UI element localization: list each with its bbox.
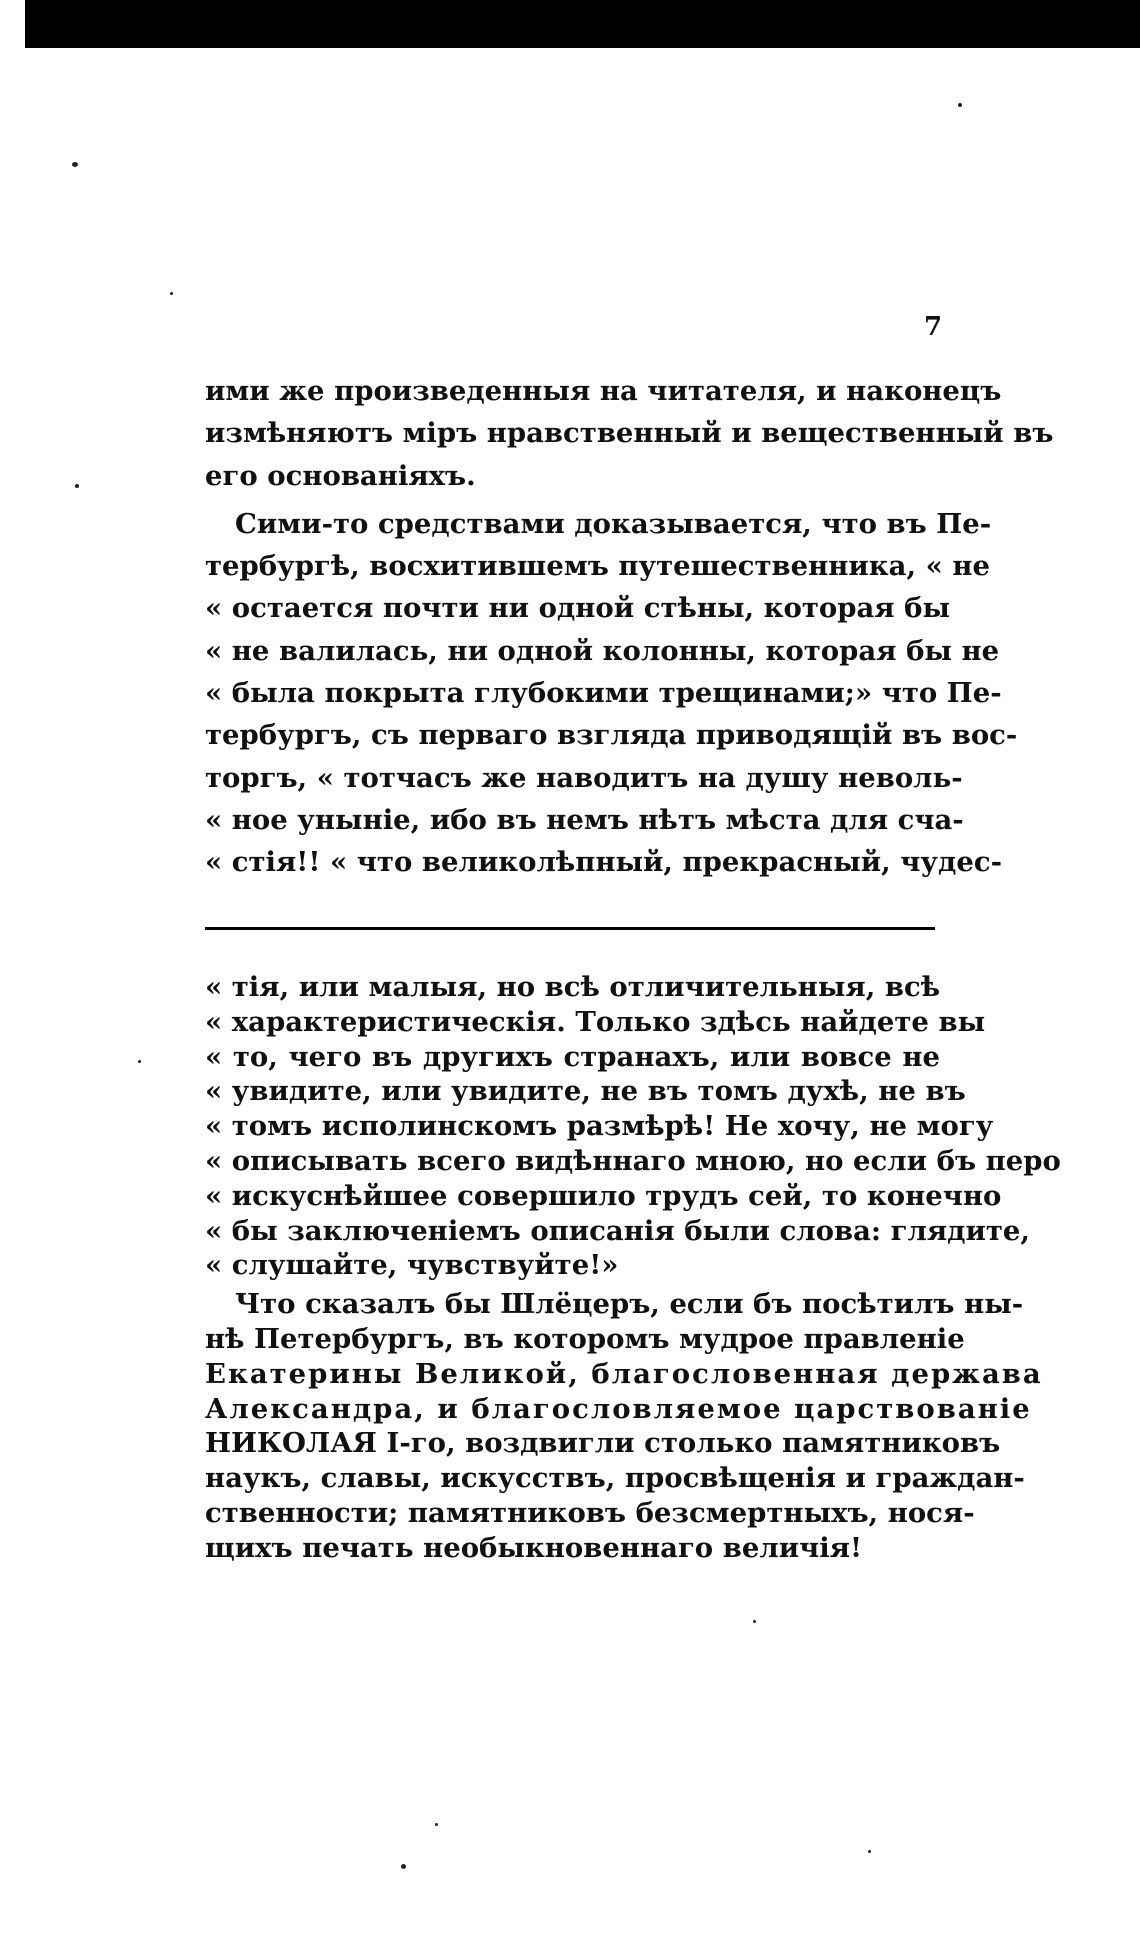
scan-speck — [401, 1864, 406, 1869]
scan-speck — [72, 162, 78, 167]
paragraph — [205, 370, 1054, 497]
footnote-divider — [205, 927, 935, 930]
text-line: « ное уныніе, ибо въ немъ нѣтъ мѣста для сча- — [205, 803, 964, 836]
text-line: тербургъ, съ перваго взгляда приводящій въ вос- — [205, 719, 1018, 752]
text-line: измѣняютъ міръ нравственный и вещественный въ — [205, 417, 1054, 450]
text-line: наукъ, славы, искусствъ, просвѣщенія и граждан- — [205, 1462, 1025, 1495]
scan-speck — [138, 1060, 141, 1063]
text-line: Что сказалъ бы Шлёцеръ, если бъ посѣтилъ ны- — [235, 1288, 1024, 1321]
text-line: « искуснѣйшее совершило трудъ сей, то конечно — [205, 1179, 1002, 1212]
scan-speck — [958, 103, 962, 107]
text-line: ственности; памятниковъ безсмертныхъ, нося- — [205, 1496, 975, 1529]
text-line: НИКОЛАЯ I-го, воздвигли столько памятниковъ — [205, 1427, 1001, 1460]
text-line: « характеристическія. Только здѣсь найдете вы — [205, 1005, 986, 1038]
text-line: « то, чего въ другихъ странахъ, или вовсе не — [205, 1040, 940, 1073]
scan-speck — [868, 1850, 871, 1853]
text-line: ими же произведенныя на читателя, и наконецъ — [205, 375, 1002, 407]
main-text — [205, 370, 1054, 884]
scan-speck — [170, 292, 173, 295]
text-line: его основаніяхъ. — [205, 459, 476, 492]
footnote-text — [205, 970, 1061, 1566]
text-line: « увидите, или увидите, не въ томъ духѣ, не въ — [205, 1075, 966, 1108]
text-line: нѣ Петербургъ, въ которомъ мудрое правленіе — [205, 1322, 965, 1355]
text-line: « томъ исполинскомъ размѣрѣ! Не хочу, не могу — [205, 1110, 994, 1143]
scan-edge-bar — [25, 0, 1140, 48]
paragraph — [205, 1287, 1043, 1565]
text-line: торгъ, « тотчасъ же наводитъ на душу неволь- — [205, 761, 963, 794]
text-line: « бы заключеніемъ описанія были слова: глядите, — [205, 1214, 1030, 1247]
text-line: тербургѣ, восхитившемъ путешественника, « не — [205, 550, 990, 583]
text-line: Сими-то средствами доказывается, что въ Пе- — [235, 507, 992, 540]
text-line: « слушайте, чувствуйте!» — [205, 1249, 619, 1282]
text-line: « стія!! « что великолѣпный, прекрасный, чудес- — [205, 846, 1003, 879]
paragraph — [205, 503, 1018, 884]
text-line: « тія, или малыя, но всѣ отличительныя, всѣ — [205, 971, 941, 1003]
text-line: Александра, и благословляемое царствованіе — [205, 1392, 1032, 1425]
text-line: щихъ печать необыкновеннаго величія! — [205, 1531, 863, 1564]
quote-continuation — [205, 970, 1061, 1283]
text-line: « остается почти ни одной стѣны, которая бы — [205, 592, 951, 625]
text-line: « была покрыта глубокими трещинами;» что Пе- — [205, 677, 1002, 710]
scan-speck — [753, 1620, 756, 1623]
scan-speck — [75, 484, 79, 488]
text-line: Екатерины Великой, благословенная держава — [205, 1357, 1043, 1390]
text-line: « описывать всего видѣннаго мною, но если бъ перо — [205, 1144, 1061, 1177]
scan-speck — [435, 1823, 438, 1826]
text-line: « не валилась, ни одной колонны, которая бы не — [205, 634, 1000, 667]
page-number: 7 — [924, 312, 943, 342]
